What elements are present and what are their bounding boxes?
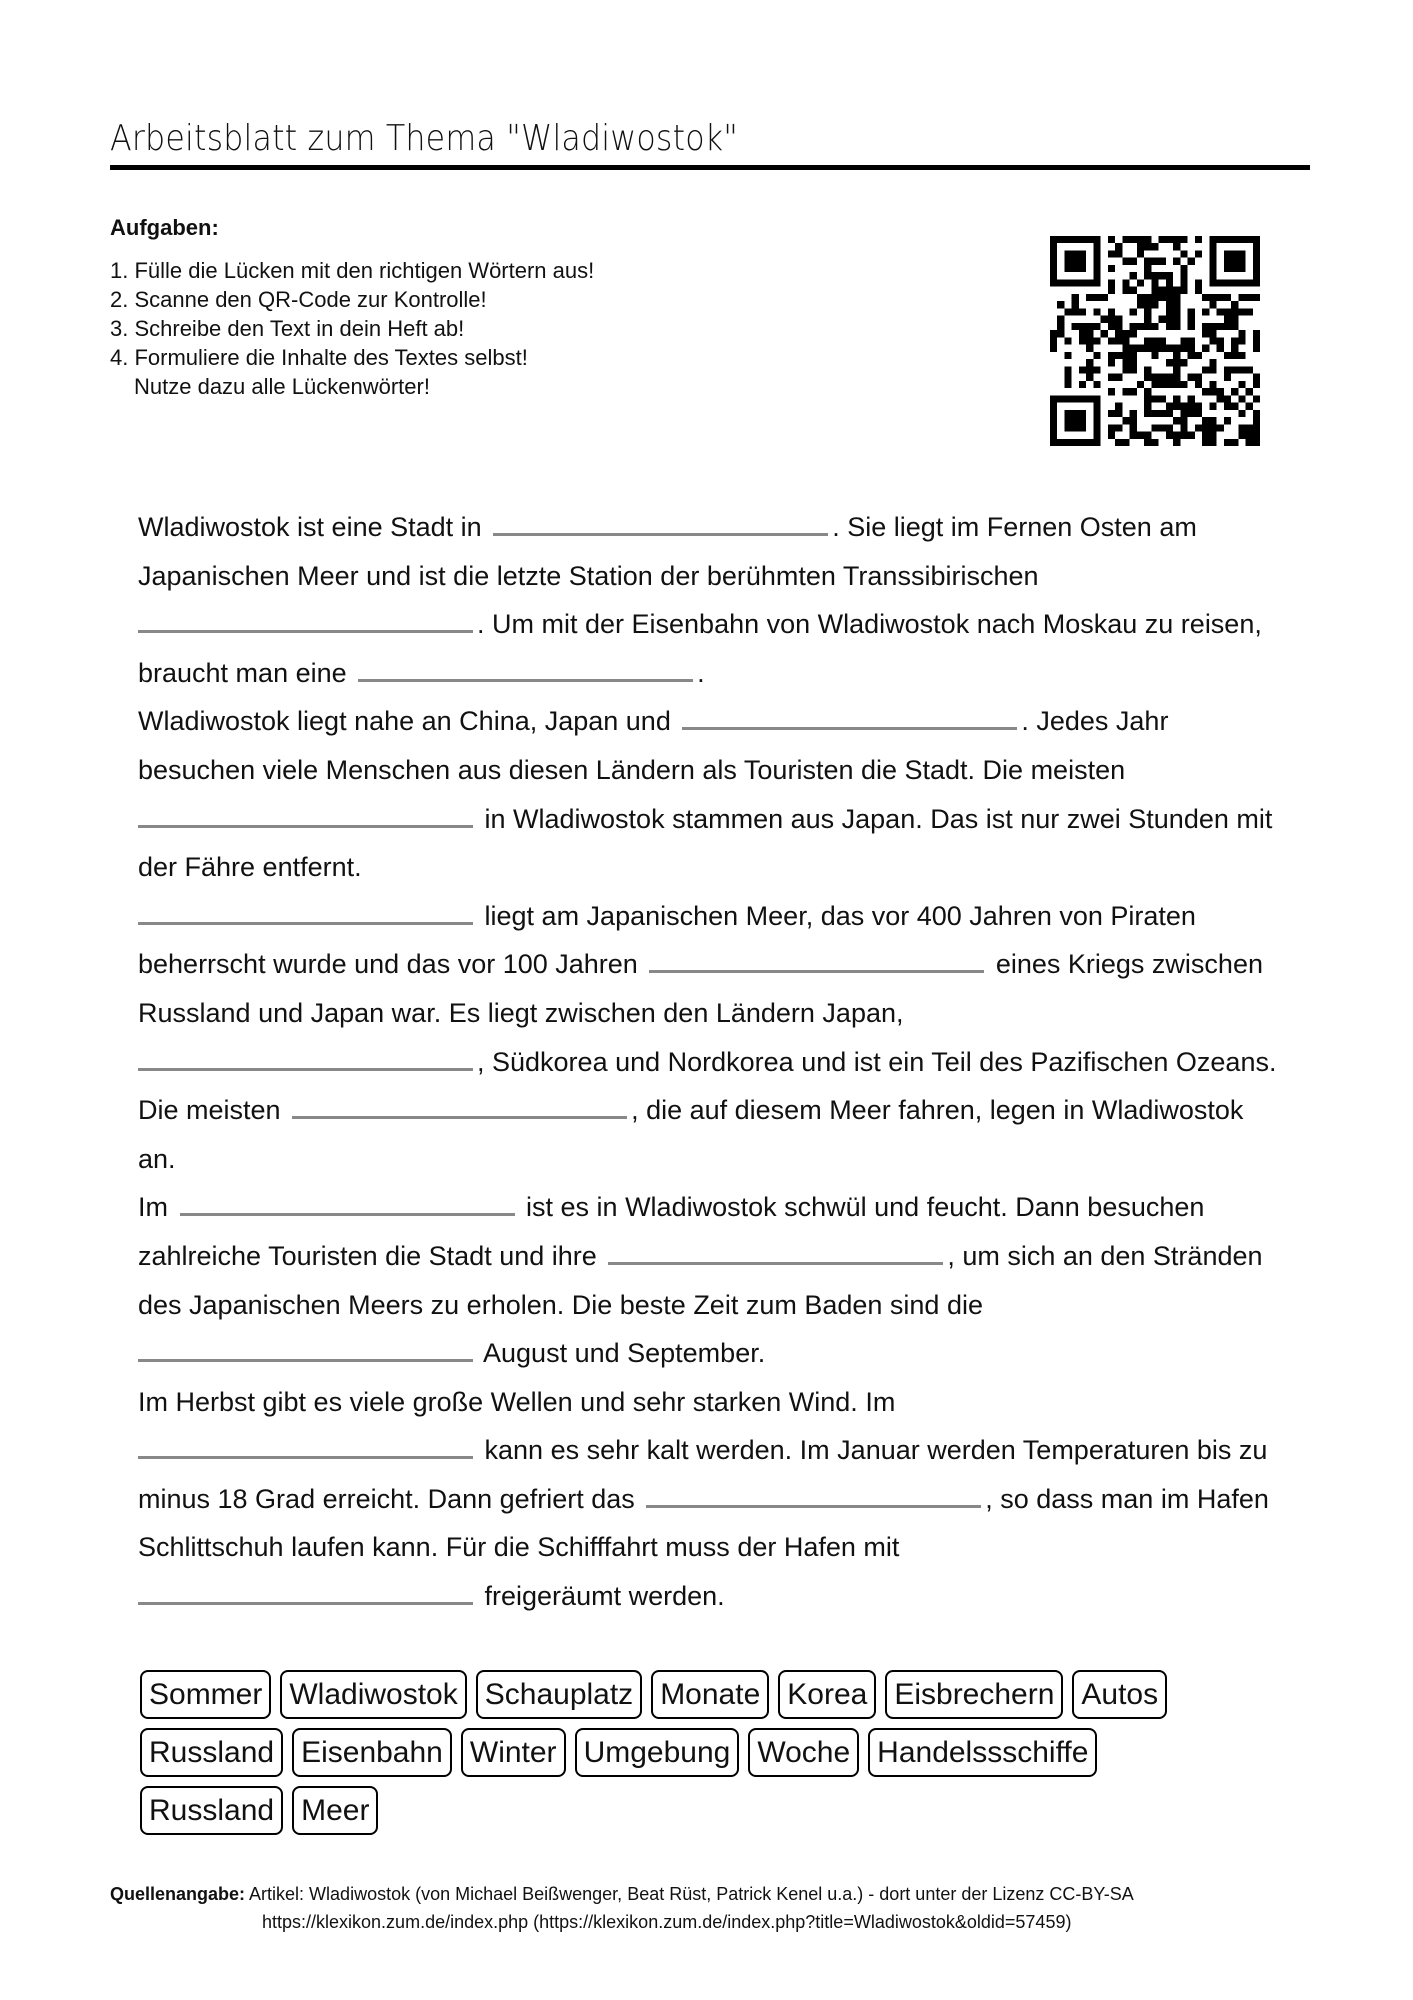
blank-field[interactable] [138, 1574, 473, 1605]
word-card[interactable]: Wladiwostok [280, 1670, 466, 1719]
source-url[interactable]: https://klexikon.zum.de/index.php (https://klexikon.zum.de/index.php?title=Wladiwostok&oldid=57459) [262, 1912, 1072, 1932]
task-item: 4. Formuliere die Inhalte des Textes selbst! [110, 345, 528, 370]
blank-field[interactable] [682, 699, 1017, 730]
word-card[interactable]: Meer [292, 1786, 378, 1835]
word-card[interactable]: Korea [778, 1670, 876, 1719]
word-card[interactable]: Handelssschiffe [868, 1728, 1097, 1777]
blank-field[interactable] [138, 894, 473, 925]
word-bank-row [140, 1786, 1290, 1835]
tasks-list [110, 256, 810, 401]
title-divider [110, 165, 1310, 170]
cloze-text [138, 503, 1288, 1621]
source-text: Artikel: Wladiwostok (von Michael Beißwenger, Beat Rüst, Patrick Kenel u.a.) - dort unter der Lizenz CC-BY-SA [249, 1884, 1134, 1904]
word-card[interactable]: Eisenbahn [292, 1728, 452, 1777]
blank-field[interactable] [649, 942, 984, 973]
word-bank [140, 1670, 1290, 1844]
word-card[interactable]: Woche [748, 1728, 859, 1777]
paragraph: liegt am Japanischen Meer, das vor 400 Jahren von Piraten beherrscht wurde und das vor 100 Jahren eines Kriegs zwischen Russland und Japan war. Es liegt zwischen den Ländern Japan, , Südkorea und Nordkorea und ist ein Teil des Pazifischen Ozeans. Die meisten , die auf diesem Meer fahren, legen in Wladiwostok an. [138, 892, 1288, 1184]
tasks-section [110, 213, 810, 401]
word-card[interactable]: Umgebung [575, 1728, 740, 1777]
word-card[interactable]: Russland [140, 1728, 283, 1777]
word-card[interactable]: Russland [140, 1786, 283, 1835]
task-item: 1. Fülle die Lücken mit den richtigen Wörtern aus! [110, 258, 595, 283]
blank-field[interactable] [138, 602, 473, 633]
blank-field[interactable] [138, 1331, 473, 1362]
blank-field[interactable] [608, 1234, 943, 1265]
word-bank-row [140, 1670, 1290, 1719]
word-card[interactable]: Eisbrechern [885, 1670, 1063, 1719]
tasks-heading: Aufgaben: [110, 215, 219, 240]
task-item: Nutze dazu alle Lückenwörter! [134, 374, 430, 399]
page-title: Arbeitsblatt zum Thema "Wladiwostok" [110, 118, 739, 159]
paragraph: Im ist es in Wladiwostok schwül und feucht. Dann besuchen zahlreiche Touristen die Stadt und ihre , um sich an den Stränden des Japanischen Meers zu erholen. Die beste Zeit zum Baden sind die August und September. [138, 1183, 1288, 1377]
word-card[interactable]: Autos [1072, 1670, 1167, 1719]
word-bank-row [140, 1728, 1290, 1777]
blank-field[interactable] [138, 1428, 473, 1459]
word-card[interactable]: Monate [651, 1670, 769, 1719]
paragraph: Wladiwostok ist eine Stadt in . Sie liegt im Fernen Osten am Japanischen Meer und ist die letzte Station der berühmten Transsibirischen . Um mit der Eisenbahn von Wladiwostok nach Moskau zu reisen, braucht man eine . [138, 503, 1288, 697]
paragraph: Im Herbst gibt es viele große Wellen und sehr starken Wind. Im kann es sehr kalt werden. Im Januar werden Temperaturen bis zu minus 18 Grad erreicht. Dann gefriert das , so dass man im Hafen Schlittschuh laufen kann. Für die Schifffahrt muss der Hafen mit freigeräumt werden. [138, 1386, 1269, 1612]
task-item: 2. Scanne den QR-Code zur Kontrolle! [110, 287, 487, 312]
word-card[interactable]: Winter [461, 1728, 566, 1777]
task-item: 3. Schreibe den Text in dein Heft ab! [110, 316, 465, 341]
blank-field[interactable] [138, 1040, 473, 1071]
paragraph: Wladiwostok liegt nahe an China, Japan und . Jedes Jahr besuchen viele Menschen aus diesen Ländern als Touristen die Stadt. Die meisten in Wladiwostok stammen aus Japan. Das ist nur zwei Stunden mit der Fähre entfernt. [138, 697, 1288, 891]
qr-code-icon[interactable] [1050, 236, 1260, 446]
blank-field[interactable] [646, 1477, 981, 1508]
source-note [110, 1880, 1310, 1936]
source-label: Quellenangabe: [110, 1884, 246, 1904]
word-card[interactable]: Sommer [140, 1670, 271, 1719]
blank-field[interactable] [292, 1088, 627, 1119]
blank-field[interactable] [358, 651, 693, 682]
blank-field[interactable] [180, 1185, 515, 1216]
blank-field[interactable] [138, 797, 473, 828]
blank-field[interactable] [493, 505, 828, 536]
word-card[interactable]: Schauplatz [476, 1670, 642, 1719]
